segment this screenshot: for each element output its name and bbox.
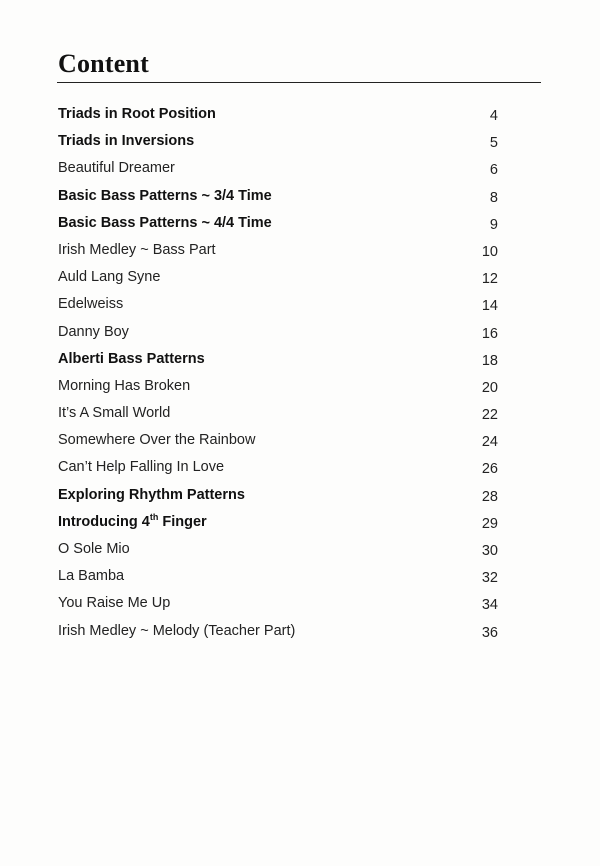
toc-entry-title <box>58 400 170 427</box>
toc-entry-title-text: La Bamba <box>58 568 125 585</box>
toc-entry <box>58 346 498 373</box>
toc-entry-title-text: Somewhere Over the Rainbow <box>58 432 256 449</box>
toc-entry-title <box>58 183 272 210</box>
toc-entry-page-number: 16 <box>481 325 498 342</box>
toc-entry-title-text: Triads in Root Position <box>58 106 216 122</box>
toc-entry-title <box>58 482 245 509</box>
toc-entry <box>58 101 498 128</box>
toc-entry-title-text: Morning Has Broken <box>58 377 191 394</box>
toc-entry-title <box>58 373 190 400</box>
toc-entry-title-text: Beautiful Dreamer <box>58 160 175 177</box>
toc-entry-title <box>58 155 175 182</box>
toc-entry <box>58 536 498 563</box>
toc-entry-title-text: Auld Lang Syne <box>58 269 161 286</box>
toc-entry-page-number: 22 <box>481 407 498 424</box>
toc-entry-page-number: 26 <box>481 461 498 478</box>
table-of-contents <box>58 101 498 645</box>
toc-entry-title <box>58 346 205 373</box>
toc-entry-title <box>58 264 160 291</box>
toc-entry-page-number: 20 <box>481 379 498 396</box>
toc-entry-title <box>58 427 255 454</box>
toc-entry-page-number: 34 <box>481 597 498 614</box>
toc-entry-page-number: 30 <box>481 543 498 559</box>
toc-entry-title-text: O Sole Mio <box>58 541 130 557</box>
toc-entry-title <box>58 618 295 645</box>
toc-entry-title <box>58 536 130 563</box>
toc-entry-page-number: 6 <box>489 162 498 179</box>
toc-entry-title <box>58 101 216 128</box>
toc-entry-title-text: Basic Bass Patterns ~ 3/4 Time <box>58 187 272 204</box>
toc-entry-title-text: Can’t Help Falling In Love <box>58 459 225 476</box>
title-divider <box>57 82 541 83</box>
toc-entry-page-number: 29 <box>481 515 498 532</box>
toc-entry <box>58 210 498 237</box>
toc-entry-title-text: Danny Boy <box>58 323 129 340</box>
toc-entry-title-text: Alberti Bass Patterns <box>58 350 205 367</box>
toc-entry-title <box>58 563 124 590</box>
toc-entry <box>58 427 498 454</box>
toc-entry-title-text: You Raise Me Up <box>58 595 171 612</box>
toc-entry-title-text: Exploring Rhythm Patterns <box>58 486 245 503</box>
toc-entry-title <box>58 590 170 617</box>
toc-entry-page-number: 5 <box>489 135 498 152</box>
toc-entry-title <box>58 319 129 346</box>
page-title: Content <box>58 49 149 78</box>
toc-entry-page-number: 28 <box>481 488 498 505</box>
toc-entry-title <box>58 509 207 536</box>
toc-entry-title-text: Edelweiss <box>58 296 124 313</box>
toc-entry-page-number: 32 <box>481 570 498 587</box>
toc-entry <box>58 237 498 264</box>
toc-entry <box>58 454 498 481</box>
toc-entry-title <box>58 291 123 318</box>
toc-entry <box>58 319 498 346</box>
toc-entry-title-text: Triads in Inversions <box>58 133 195 150</box>
toc-entry <box>58 264 498 291</box>
toc-entry <box>58 155 498 182</box>
toc-entry-page-number: 4 <box>489 108 498 124</box>
toc-entry <box>58 373 498 400</box>
toc-entry-page-number: 9 <box>489 216 498 233</box>
toc-entry <box>58 400 498 427</box>
toc-entry-page-number: 24 <box>481 434 498 451</box>
toc-entry-title-text: It’s A Small World <box>58 405 171 422</box>
toc-entry-title-suffix: Finger <box>158 513 207 530</box>
toc-entry <box>58 563 498 590</box>
toc-entry <box>58 509 498 536</box>
toc-entry <box>58 482 498 509</box>
toc-entry-title-text: Irish Medley ~ Melody (Teacher Part) <box>58 622 296 639</box>
toc-entry-page-number: 36 <box>481 624 498 641</box>
toc-entry-page-number: 14 <box>481 298 498 315</box>
toc-entry-title <box>58 454 224 481</box>
toc-entry <box>58 183 498 210</box>
toc-entry <box>58 590 498 617</box>
toc-entry-page-number: 18 <box>481 352 498 369</box>
toc-entry <box>58 291 498 318</box>
toc-entry <box>58 128 498 155</box>
toc-entry-title-text: Irish Medley ~ Bass Part <box>58 241 216 258</box>
toc-entry-title <box>58 237 216 264</box>
toc-entry-title-text: Introducing 4 <box>58 513 150 530</box>
toc-entry-page-number: 10 <box>481 243 498 260</box>
toc-entry-title-text: Basic Bass Patterns ~ 4/4 Time <box>58 214 272 231</box>
toc-entry-title <box>58 210 272 237</box>
toc-entry-title-superscript: th <box>149 511 159 522</box>
toc-entry-title <box>58 128 194 155</box>
toc-entry-page-number: 8 <box>489 189 498 206</box>
toc-entry <box>58 618 498 645</box>
toc-entry-page-number: 12 <box>481 271 498 288</box>
